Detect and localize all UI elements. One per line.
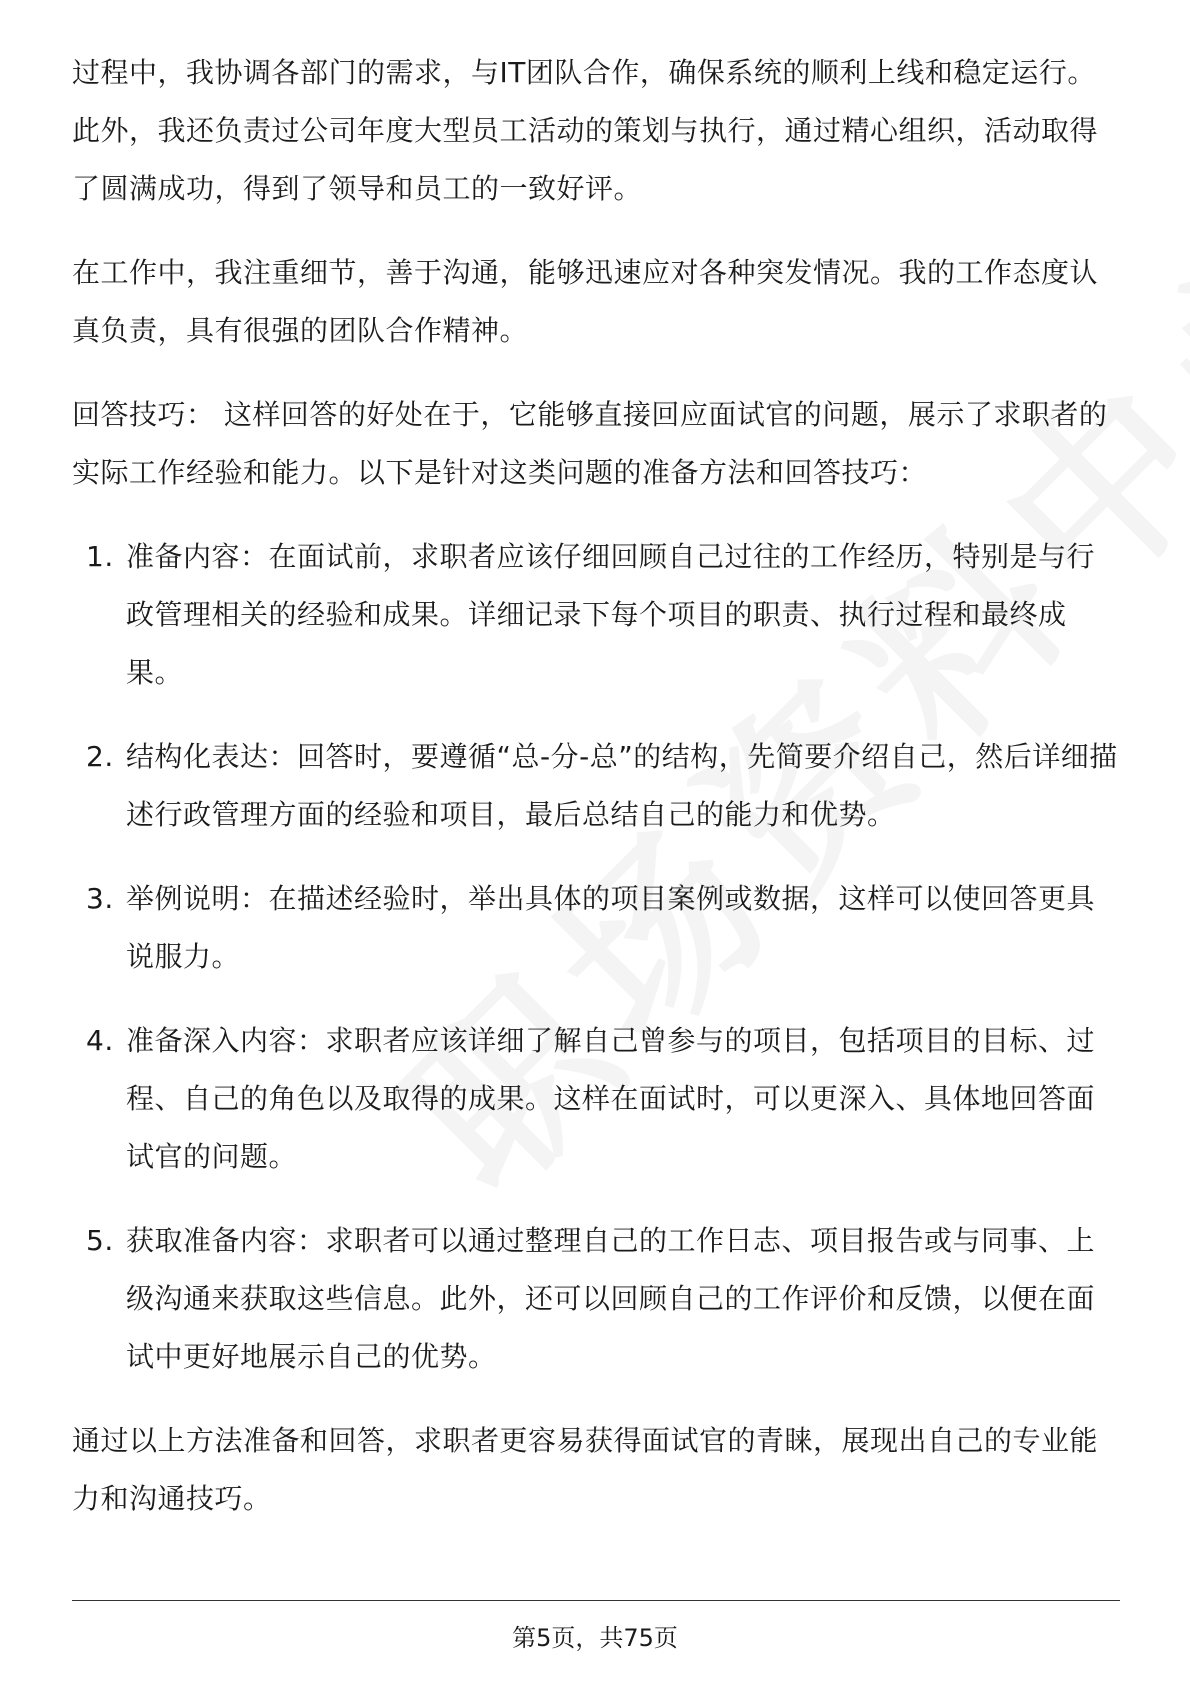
list-item-text: 准备深入内容：求职者应该详细了解自己曾参与的项目，包括项目的目标、过程、自己的角色以及取得的成果。这样在面试时，可以更深入、具体地回答面试官的问题。 [126, 1024, 1096, 1173]
list-item-text: 举例说明：在描述经验时，举出具体的项目案例或数据，这样可以使回答更具说服力。 [126, 882, 1096, 973]
list-item-text: 结构化表达：回答时，要遵循“总-分-总”的结构，先简要介绍自己，然后详细描述行政管理方面的经验和项目，最后总结自己的能力和优势。 [126, 740, 1118, 831]
list-item [72, 728, 1120, 844]
list-item-number: 1. [86, 540, 114, 573]
list-item [72, 1012, 1120, 1186]
footer-divider [72, 1600, 1120, 1601]
page-content [72, 44, 1120, 1554]
list-item [72, 870, 1120, 986]
paragraph-attitude: 在工作中，我注重细节，善于沟通，能够迅速应对各种突发情况。我的工作态度认真负责，具有很强的团队合作精神。 [72, 256, 1099, 347]
tips-list [72, 528, 1120, 1386]
list-item-number: 3. [86, 882, 114, 915]
list-item-number: 4. [86, 1024, 114, 1057]
page-number: 第5页，共75页 [512, 1624, 678, 1652]
list-item-number: 2. [86, 740, 114, 773]
paragraph-experience: 过程中，我协调各部门的需求，与IT团队合作，确保系统的顺利上线和稳定运行。此外，我还负责过公司年度大型员工活动的策划与执行，通过精心组织，活动取得了圆满成功，得到了领导和员工的一致好评。 [72, 56, 1099, 205]
list-item-text: 准备内容：在面试前，求职者应该仔细回顾自己过往的工作经历，特别是与行政管理相关的经验和成果。详细记录下每个项目的职责、执行过程和最终成果。 [126, 540, 1096, 689]
paragraph-answer-tips: 回答技巧： 这样回答的好处在于，它能够直接回应面试官的问题，展示了求职者的实际工作经验和能力。以下是针对这类问题的准备方法和回答技巧： [72, 398, 1108, 489]
list-item [72, 528, 1120, 702]
list-item [72, 1212, 1120, 1386]
list-item-text: 获取准备内容：求职者可以通过整理自己的工作日志、项目报告或与同事、上级沟通来获取这些信息。此外，还可以回顾自己的工作评价和反馈，以便在面试中更好地展示自己的优势。 [126, 1224, 1096, 1373]
list-item-number: 5. [86, 1224, 114, 1257]
paragraph-conclusion: 通过以上方法准备和回答，求职者更容易获得面试官的青睐，展现出自己的专业能力和沟通技巧。 [72, 1424, 1099, 1515]
